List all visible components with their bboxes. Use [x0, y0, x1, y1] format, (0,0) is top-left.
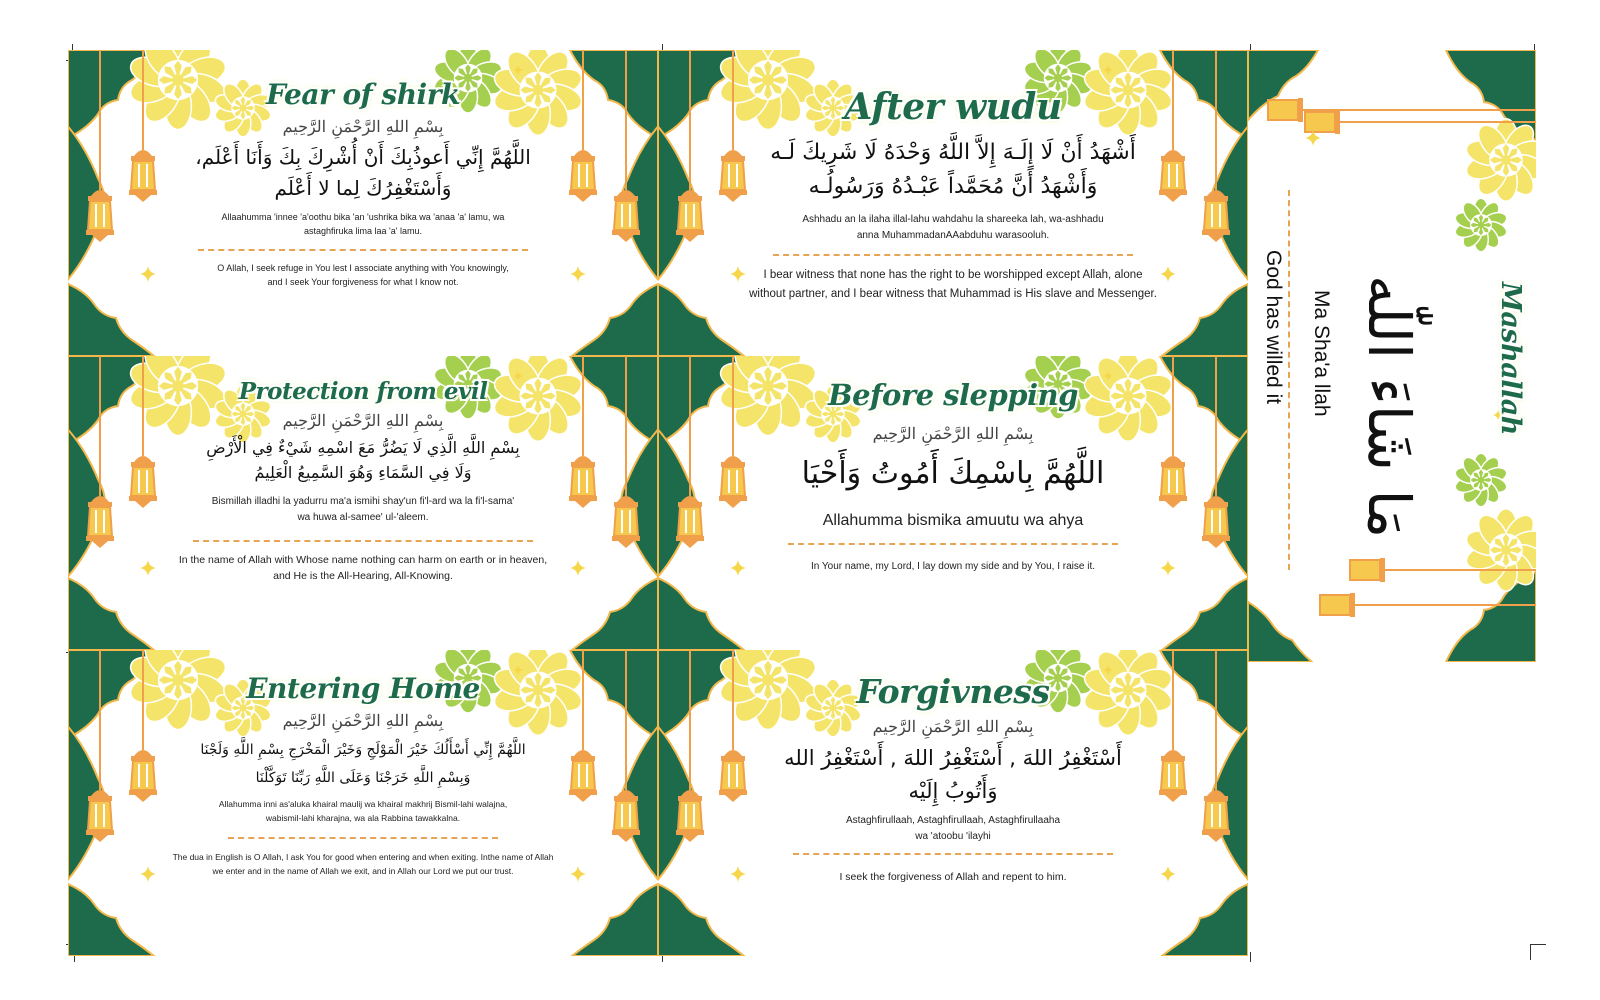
english-line: In the name of Allah with Whose name nothing can harm on earth or in heaven,: [178, 553, 548, 566]
basmala: بِسْمِ اللهِ الرَّحْمَنِ الرَّحِيم: [282, 711, 444, 730]
green-corner: [658, 284, 744, 356]
english-translation: [768, 559, 1138, 575]
sparkle: [1160, 560, 1176, 576]
transliteration: [768, 813, 1138, 845]
dashed-divider: [198, 249, 528, 251]
transliteration: [768, 508, 1138, 534]
dashed-divider: [228, 837, 498, 839]
dua-card-entering-home: [68, 650, 658, 956]
green-corner: [1446, 572, 1536, 662]
translit-line: Allahumma bismika amuutu wa ahya: [822, 511, 1084, 529]
arabic-line: وَلَا فِي السَّمَاءِ وَهُوَ السَّمِيعُ الْعَلِيمُ: [254, 462, 472, 482]
side-transliteration: Ma Sha'a llah: [1310, 290, 1333, 417]
transliteration: [758, 212, 1148, 244]
mandala-flower: [1463, 509, 1536, 591]
translit-line: Allahumma inni as'aluka khairal maulij wa khairal makhrij Bismil-lahi walajna,: [218, 799, 508, 809]
arabic-line: وَأَشْهَدُ أَنَّ مُحَمَّداً عَبْـدُهُ وَرَسُولُـه: [808, 174, 1098, 200]
green-corner: [658, 578, 744, 650]
translit-line: Ashhadu an la ilaha illal-lahu wahdahu la shareeka lah, wa-ashhadu: [802, 214, 1104, 226]
english-line: I bear witness that none has the right to be worshipped except Allah, alone: [763, 269, 1143, 282]
mandala-flower: [1463, 119, 1536, 201]
green-corner: [68, 578, 154, 650]
card-title: Protection from evil: [238, 378, 488, 405]
english-translation: [768, 869, 1138, 886]
side-title: Mashallah: [1495, 282, 1526, 435]
mashallah-card: [1248, 50, 1536, 662]
translit-line: Allaahumma 'innee 'a'oothu bika 'an 'ushrika bika wa 'anaa 'a' lamu, wa: [221, 212, 505, 222]
green-corner: [572, 284, 658, 356]
english-line: we enter and in the name of Allah we exit, and in Allah our Lord we put our trust.: [212, 865, 514, 876]
green-corner: [1248, 602, 1312, 662]
basmala: بِسْمِ اللهِ الرَّحْمَنِ الرَّحِيم: [872, 424, 1034, 443]
arabic-text: [768, 451, 1138, 498]
arabic-text: [178, 142, 548, 204]
green-corner: [658, 884, 744, 956]
translit-line: wa 'atoobu 'ilayhi: [915, 831, 991, 843]
sparkle: [1160, 866, 1176, 882]
translit-line: wa huwa al-samee' ul-'aleem.: [297, 511, 429, 523]
sparkle: [730, 560, 746, 576]
side-arabic-calligraphy: مَا شَاءَ اللّٰه: [1355, 275, 1423, 539]
sparkle: [730, 866, 746, 882]
basmala: بِسْمِ اللهِ الرَّحْمَنِ الرَّحِيم: [282, 411, 444, 430]
arabic-text: [173, 736, 553, 792]
translit-line: anna MuhammadanAAabduhu warasooluh.: [856, 230, 1050, 242]
english-line: In Your name, my Lord, I lay down my side and by You, I raise it.: [810, 561, 1096, 573]
arabic-text: [173, 436, 553, 486]
dua-card-protection-from-evil: [68, 356, 658, 650]
dua-card-forgiveness: [658, 650, 1248, 956]
arabic-line: وَأَسْتَغْفِرُكَ لِما لا أَعْلَم: [274, 176, 452, 200]
english-line: and I seek Your forgiveness for what I know not.: [267, 277, 459, 288]
arabic-text: [758, 136, 1148, 204]
sparkle: [140, 266, 156, 282]
translit-line: Astaghfirullaah, Astaghfirullaah, Astaghfirullaaha: [845, 815, 1061, 827]
card-title: After wudu: [844, 86, 1062, 128]
english-line: and He is the All-Hearing, All-Knowing.: [273, 570, 453, 583]
basmala: بِسْمِ اللهِ الرَّحْمَنِ الرَّحِيم: [872, 717, 1034, 736]
mandala-flower: [1453, 198, 1508, 252]
dashed-divider: [793, 853, 1113, 855]
green-corner: [68, 884, 154, 956]
card-title: Before slepping: [828, 378, 1078, 412]
translit-line: astaghfiruka lima laa 'a' lamu.: [304, 226, 422, 237]
english-translation: [153, 552, 573, 586]
dua-card-before-sleeping: [658, 356, 1248, 650]
green-corner: [1162, 284, 1248, 356]
arabic-line: وَبِسْمِ اللَّهِ خَرَجْنَا وَعَلَى اللَّهِ رَبِّنَا تَوَكَّلْنَا: [255, 770, 471, 786]
transliteration: [173, 494, 553, 526]
arabic-line: بِسْمِ اللَّهِ الَّذِي لَا يَضُرُّ مَعَ اسْمِهِ شَيْءٌ فِي الْأَرْضِ: [206, 438, 520, 457]
translit-line: Bismillah illadhi la yadurru ma'a ismihi shay'un fi'l-ard wa la fi'l-sama': [211, 495, 515, 507]
green-corner: [1162, 578, 1248, 650]
transliteration: [178, 210, 548, 239]
mandala-flower: [1453, 453, 1508, 507]
card-title: Entering Home: [246, 672, 480, 705]
card-title: Forgivness: [856, 672, 1050, 711]
sparkle: [570, 266, 586, 282]
green-corner: [572, 884, 658, 956]
crop-mark: [1530, 944, 1546, 945]
dashed-divider: [1288, 190, 1290, 570]
english-line: I seek the forgiveness of Allah and repent to him.: [839, 871, 1067, 884]
arabic-line: وَأَتُوبُ إِلَيْه: [908, 778, 998, 803]
dashed-divider: [788, 543, 1118, 545]
card-title: Fear of shirk: [266, 78, 460, 111]
green-corner: [572, 578, 658, 650]
dashed-divider: [193, 540, 533, 542]
translit-line: wabismil-lahi kharajna, wa ala Rabbina tawakkalna.: [265, 812, 461, 823]
arabic-line: اللَّهُمَّ إِنِّي أَعوذُبِكَ أَنْ أُشْرِكَ بِكَ وَأَنَا أَعْلَم،: [195, 145, 531, 169]
arabic-text: [768, 742, 1138, 807]
english-line: O Allah, I seek refuge in You lest I associate anything with You knowingly,: [217, 262, 509, 273]
english-translation: [733, 266, 1173, 303]
dua-card-fear-of-shirk: [68, 50, 658, 356]
side-english: God has willed it: [1262, 250, 1285, 405]
basmala: بِسْمِ اللهِ الرَّحْمَنِ الرَّحِيم: [282, 117, 444, 136]
dashed-divider: [773, 254, 1133, 256]
arabic-line: اللَّهُمَّ إِنِّي أَسْأَلُكَ خَيْرَ الْمَوْلَجِ وَخَيْرَ الْمَخْرَجِ بِسْمِ اللَّهِ وَلَجْنَا: [200, 742, 526, 758]
english-line: without partner, and I bear witness that Muhammad is His slave and Messenger.: [749, 287, 1157, 300]
arabic-line: أَشْهَدُ أَنْ لَا إِلَـهَ إِلاَّ اللَّهُ وَحْدَهُ لَا شَرِيكَ لَـه: [770, 140, 1136, 165]
dua-card-after-wudu: [658, 50, 1248, 356]
english-translation: [153, 851, 573, 878]
english-translation: [178, 261, 548, 290]
arabic-line: أَسْتَغْفِرُ اللهَ , أَسْتَغْفِرُ اللهَ , أَسْتَغْفِرُ الله: [784, 746, 1122, 770]
transliteration: [173, 798, 553, 825]
green-corner: [68, 284, 154, 356]
crop-mark: [1530, 944, 1531, 960]
arabic-line: اللَّهُمَّ بِاسْمِكَ أَمُوتُ وَأَحْيَا: [801, 456, 1105, 491]
green-corner: [1162, 884, 1248, 956]
english-line: The dua in English is O Allah, I ask You for good when entering and when exiting. Inthe name of Allah: [172, 852, 554, 863]
crop-mark: [1250, 952, 1251, 962]
